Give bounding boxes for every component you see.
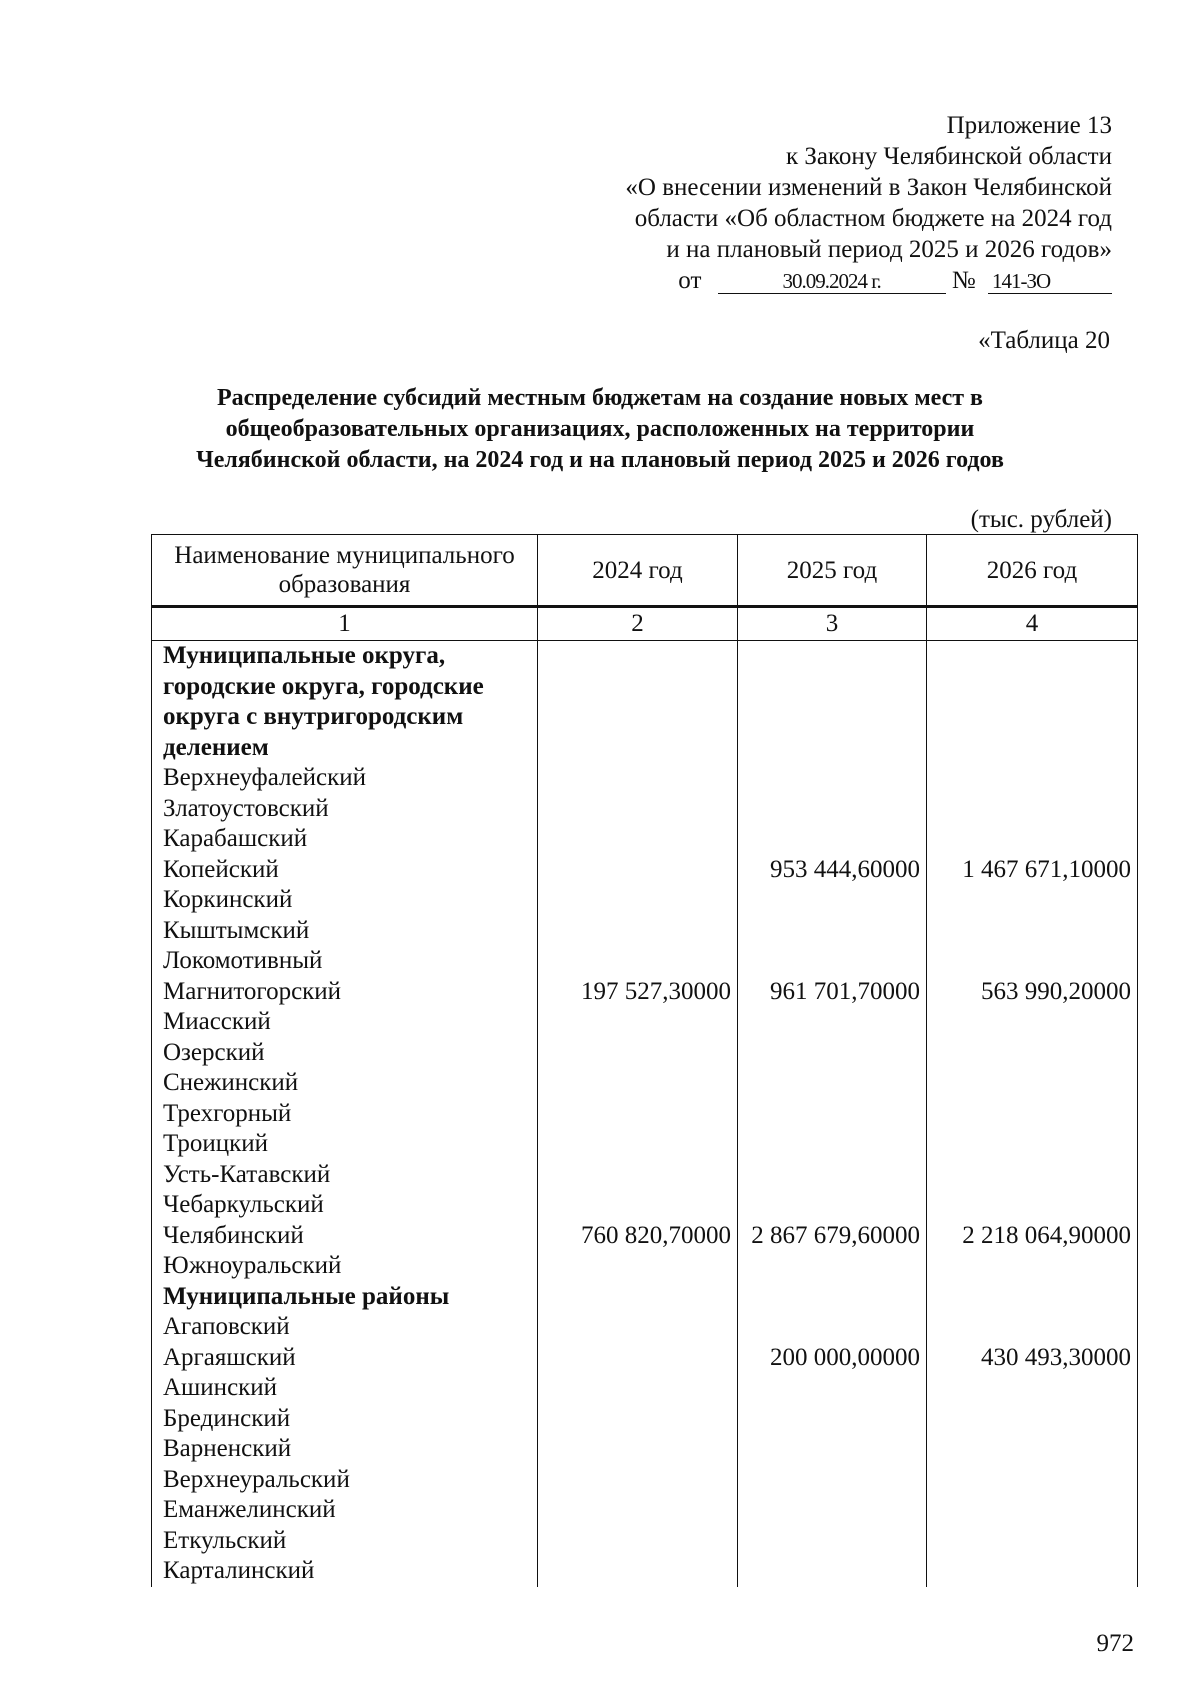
title-line: общеобразовательных организациях, расположенных на территории: [225, 416, 975, 442]
value-2025: [738, 794, 927, 825]
value-2025: [738, 1007, 927, 1038]
law-date-number-line: [552, 265, 1112, 296]
appendix-line: «О внесении изменений в Закон Челябинской: [625, 174, 1112, 201]
table-row: [152, 1068, 1138, 1099]
table-row: [152, 1526, 1138, 1557]
column-number: 1: [152, 607, 538, 641]
header-2024: 2024 год: [538, 535, 738, 607]
value-2024: [538, 824, 738, 855]
units-label: (тыс. рублей): [970, 506, 1112, 533]
value-2025: [738, 1068, 927, 1099]
appendix-header: [552, 110, 1112, 296]
appendix-line: и на плановый период 2025 и 2026 годов»: [666, 236, 1112, 263]
municipality-name: Верхнеуральский: [152, 1465, 538, 1496]
value-2025: [738, 1556, 927, 1587]
value-2026: [927, 1160, 1138, 1191]
group-heading-row: [152, 641, 1138, 764]
value-2025: [738, 1526, 927, 1557]
law-date: 30.09.2024 г.: [718, 269, 946, 294]
table-row: [152, 1343, 1138, 1374]
appendix-line: области «Об областном бюджете на 2024 год: [634, 205, 1112, 232]
municipality-name: Троицкий: [152, 1129, 538, 1160]
value-2026: 2 218 064,90000: [927, 1221, 1138, 1252]
table-row: [152, 1038, 1138, 1069]
municipality-name: Копейский: [152, 855, 538, 886]
table-row: [152, 1556, 1138, 1587]
value-2026: 430 493,30000: [927, 1343, 1138, 1374]
column-number: 3: [738, 607, 927, 641]
value-2024: [538, 1465, 738, 1496]
value-2026: [927, 1099, 1138, 1130]
value-2026: [927, 1312, 1138, 1343]
value-2025: [738, 1495, 927, 1526]
table-row: [152, 1129, 1138, 1160]
header-2025: 2025 год: [738, 535, 927, 607]
table-row: [152, 1312, 1138, 1343]
municipality-name: Златоустовский: [152, 794, 538, 825]
table-label: «Таблица 20: [978, 327, 1110, 354]
value-2026: [927, 1251, 1138, 1282]
value-2026: [927, 1404, 1138, 1435]
value-2026: [927, 1068, 1138, 1099]
value-2026: [927, 946, 1138, 977]
municipality-name: Челябинский: [152, 1221, 538, 1252]
table-row: [152, 1373, 1138, 1404]
table-row: [152, 1495, 1138, 1526]
value-2025: 953 444,60000: [738, 855, 927, 886]
group-heading-row: [152, 1282, 1138, 1313]
value-2025: [738, 1373, 927, 1404]
value-2026: [927, 1129, 1138, 1160]
title-line: Челябинской области, на 2024 год и на плановый период 2025 и 2026 годов: [196, 447, 1004, 473]
law-number: 141-ЗО: [988, 269, 1112, 294]
table-row: [152, 794, 1138, 825]
value-2025: [738, 1404, 927, 1435]
value-2025: [738, 1038, 927, 1069]
municipality-name: Верхнеуфалейский: [152, 763, 538, 794]
municipality-name: Трехгорный: [152, 1099, 538, 1130]
column-numbers-row: [152, 607, 1138, 641]
value-2026: 1 467 671,10000: [927, 855, 1138, 886]
municipality-name: Карталинский: [152, 1556, 538, 1587]
municipality-name: Озерский: [152, 1038, 538, 1069]
header-municipality: Наименование муниципального образования: [152, 535, 538, 607]
table-row: [152, 1099, 1138, 1130]
value-2024: [538, 1434, 738, 1465]
value-2024: [538, 1068, 738, 1099]
value-2026: [927, 1038, 1138, 1069]
value-2024: [538, 1373, 738, 1404]
value-2025: 2 867 679,60000: [738, 1221, 927, 1252]
value-2024: 197 527,30000: [538, 977, 738, 1008]
municipality-name: Еманжелинский: [152, 1495, 538, 1526]
table-row: [152, 1160, 1138, 1191]
column-number: 4: [927, 607, 1138, 641]
value-2024: [538, 1404, 738, 1435]
value-2025: [738, 1099, 927, 1130]
table-row: [152, 855, 1138, 886]
value-2025: [738, 1465, 927, 1496]
value-2025: [738, 885, 927, 916]
municipality-name: Брединский: [152, 1404, 538, 1435]
value-2025: [738, 1251, 927, 1282]
table-row: [152, 1221, 1138, 1252]
value-2025: [738, 1160, 927, 1191]
municipality-name: Магнитогорский: [152, 977, 538, 1008]
value-2024: [538, 794, 738, 825]
value-2024: [538, 1343, 738, 1374]
value-2026: [927, 1434, 1138, 1465]
value-2026: [927, 794, 1138, 825]
number-label: №: [951, 267, 976, 294]
value-2024: [538, 1495, 738, 1526]
value-2024: [538, 1038, 738, 1069]
value-2026: [927, 1495, 1138, 1526]
table-row: [152, 1434, 1138, 1465]
value-2026: [927, 1007, 1138, 1038]
value-2024: [538, 1190, 738, 1221]
municipality-name: Ашинский: [152, 1373, 538, 1404]
municipality-name: Карабашский: [152, 824, 538, 855]
value-2024: [538, 1099, 738, 1130]
value-2026: [927, 885, 1138, 916]
value-2024: [538, 1556, 738, 1587]
municipality-name: Снежинский: [152, 1068, 538, 1099]
municipality-name: Варненский: [152, 1434, 538, 1465]
value-2026: [927, 1190, 1138, 1221]
value-2025: 961 701,70000: [738, 977, 927, 1008]
appendix-line: Приложение 13: [946, 112, 1112, 139]
value-2026: [927, 1556, 1138, 1587]
table-row: [152, 885, 1138, 916]
table-row: [152, 824, 1138, 855]
value-2026: [927, 1373, 1138, 1404]
value-2025: [738, 763, 927, 794]
value-2025: [738, 1434, 927, 1465]
value-2026: [927, 763, 1138, 794]
municipality-name: Агаповский: [152, 1312, 538, 1343]
value-2025: 200 000,00000: [738, 1343, 927, 1374]
header-2026: 2026 год: [927, 535, 1138, 607]
value-2026: [927, 1526, 1138, 1557]
from-label: от: [678, 267, 702, 294]
title-line: Распределение субсидий местным бюджетам на создание новых мест в: [216, 385, 984, 411]
value-2024: [538, 916, 738, 947]
municipality-name: Усть-Катавский: [152, 1160, 538, 1191]
table-header-row: [152, 535, 1138, 607]
municipality-name: Аргаяшский: [152, 1343, 538, 1374]
value-2025: [738, 1190, 927, 1221]
subsidy-table: [151, 534, 1138, 1587]
value-2025: [738, 1312, 927, 1343]
value-2024: 760 820,70000: [538, 1221, 738, 1252]
municipality-name: Кыштымский: [152, 916, 538, 947]
table-row: [152, 1251, 1138, 1282]
value-2024: [538, 1007, 738, 1038]
table-row: [152, 1007, 1138, 1038]
document-title: [150, 383, 1050, 476]
value-2024: [538, 855, 738, 886]
table-row: [152, 977, 1138, 1008]
table-row: [152, 916, 1138, 947]
municipality-name: Коркинский: [152, 885, 538, 916]
value-2024: [538, 1251, 738, 1282]
value-2025: [738, 824, 927, 855]
municipality-name: Южноуральский: [152, 1251, 538, 1282]
value-2026: [927, 824, 1138, 855]
value-2026: [927, 916, 1138, 947]
group-heading: Муниципальные округа, городские округа, городские округа с внутригородским делением: [152, 641, 538, 764]
value-2025: [738, 916, 927, 947]
value-2024: [538, 1526, 738, 1557]
table-row: [152, 1404, 1138, 1435]
value-2024: [538, 885, 738, 916]
value-2024: [538, 946, 738, 977]
municipality-name: Чебаркульский: [152, 1190, 538, 1221]
column-number: 2: [538, 607, 738, 641]
value-2024: [538, 1312, 738, 1343]
appendix-line: к Закону Челябинской области: [786, 143, 1112, 170]
table-row: [152, 1190, 1138, 1221]
municipality-name: Еткульский: [152, 1526, 538, 1557]
municipality-name: Миасский: [152, 1007, 538, 1038]
value-2024: [538, 1129, 738, 1160]
table-row: [152, 1465, 1138, 1496]
group-heading: Муниципальные районы: [152, 1282, 538, 1313]
table-row: [152, 763, 1138, 794]
page-number: 972: [1096, 1630, 1134, 1657]
municipality-name: Локомотивный: [152, 946, 538, 977]
value-2026: [927, 1465, 1138, 1496]
value-2024: [538, 1160, 738, 1191]
value-2025: [738, 946, 927, 977]
value-2024: [538, 763, 738, 794]
table-row: [152, 946, 1138, 977]
value-2025: [738, 1129, 927, 1160]
value-2026: 563 990,20000: [927, 977, 1138, 1008]
